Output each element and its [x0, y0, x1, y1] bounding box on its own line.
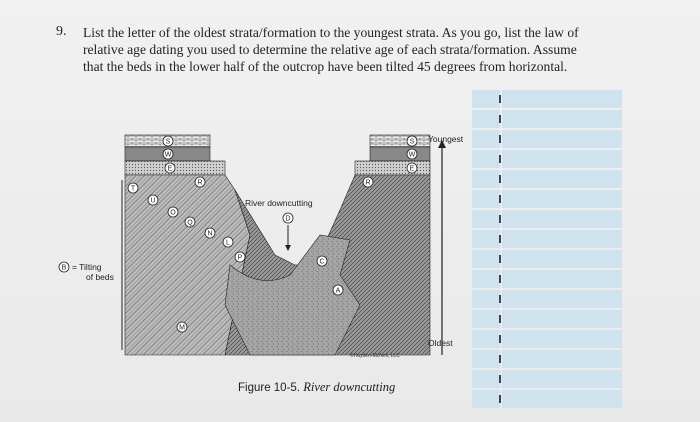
- row-divider: [499, 395, 501, 403]
- row-divider: [499, 375, 501, 383]
- figure-caption: [238, 380, 395, 395]
- circle-s-left: [163, 136, 173, 146]
- circle-r-left: [195, 177, 205, 187]
- svg-text:W: W: [164, 151, 172, 159]
- answer-letter-cell[interactable]: [472, 170, 500, 188]
- svg-text:E: E: [167, 165, 173, 173]
- answer-letter-cell[interactable]: [472, 310, 500, 328]
- answer-letter-cell[interactable]: [472, 90, 500, 108]
- caption-prefix: Figure 10-5.: [238, 382, 301, 394]
- circle-o: [168, 207, 178, 217]
- svg-text:A: A: [335, 287, 341, 295]
- youngest-label: Youngest: [428, 134, 464, 144]
- answer-law-cell[interactable]: [502, 150, 622, 168]
- answer-row[interactable]: [472, 210, 622, 228]
- svg-text:Q: Q: [187, 219, 193, 227]
- question-number: 9.: [56, 24, 67, 39]
- circle-p: [235, 252, 245, 262]
- circle-u: [148, 195, 158, 205]
- answer-letter-cell[interactable]: [472, 210, 500, 228]
- question-text: List the letter of the oldest strata/formation to the youngest strata. As you go, list the law of relative age dating you used to determine the relative age of each strata/formation. Assume that the beds in the lower half of the outcrop have been tilted 45 degrees from horizontal.: [83, 25, 579, 74]
- answer-row[interactable]: [472, 110, 622, 128]
- tilting-label-line2: of beds: [86, 272, 114, 282]
- circle-w-right: [407, 149, 417, 159]
- answer-letter-cell[interactable]: [472, 350, 500, 368]
- row-divider: [499, 235, 501, 243]
- row-divider: [499, 115, 501, 123]
- layer-e-right: [355, 161, 430, 175]
- circle-w-left: [163, 149, 173, 159]
- circle-t: [128, 183, 138, 193]
- svg-text:R: R: [365, 179, 371, 187]
- svg-text:O: O: [170, 209, 176, 217]
- svg-text:W: W: [408, 151, 416, 159]
- answer-row[interactable]: [472, 390, 622, 408]
- row-divider: [499, 355, 501, 363]
- row-divider: [499, 255, 501, 263]
- answer-letter-cell[interactable]: [472, 190, 500, 208]
- answer-letter-cell[interactable]: [472, 370, 500, 388]
- circle-m: [177, 322, 187, 332]
- answer-law-cell[interactable]: [502, 190, 622, 208]
- layer-w-right: [370, 147, 430, 161]
- svg-text:S: S: [165, 138, 171, 146]
- row-divider: [499, 175, 501, 183]
- answer-letter-cell[interactable]: [472, 250, 500, 268]
- layer-s-right: [370, 135, 430, 147]
- answer-law-cell[interactable]: [502, 330, 622, 348]
- circle-e-right: [407, 163, 417, 173]
- circle-a: [333, 285, 343, 295]
- answer-letter-cell[interactable]: [472, 130, 500, 148]
- caption-title: River downcutting: [303, 380, 396, 394]
- oldest-label: Oldest: [428, 338, 453, 348]
- answer-row[interactable]: [472, 230, 622, 248]
- answer-law-cell[interactable]: [502, 390, 622, 408]
- downcutting-figure: [50, 130, 470, 360]
- svg-text:U: U: [150, 197, 156, 205]
- row-divider: [499, 275, 501, 283]
- answer-row[interactable]: [472, 270, 622, 288]
- answer-row[interactable]: [472, 250, 622, 268]
- tilting-label-line1: = Tilting: [72, 262, 102, 272]
- answer-law-cell[interactable]: [502, 290, 622, 308]
- circle-s-right: [407, 136, 417, 146]
- svg-text:L: L: [226, 239, 230, 247]
- answer-law-cell[interactable]: [502, 250, 622, 268]
- row-divider: [499, 315, 501, 323]
- circle-e-left: [165, 163, 175, 173]
- svg-text:N: N: [207, 230, 213, 238]
- svg-text:S: S: [409, 138, 415, 146]
- copyright-label: ©Hayden-McNeil, LLC: [350, 353, 400, 359]
- answer-letter-cell[interactable]: [472, 150, 500, 168]
- circle-n: [205, 228, 215, 238]
- answer-law-cell[interactable]: [502, 370, 622, 388]
- answer-letter-cell[interactable]: [472, 290, 500, 308]
- svg-text:R: R: [197, 179, 203, 187]
- answer-row[interactable]: [472, 150, 622, 168]
- answer-row[interactable]: [472, 350, 622, 368]
- answer-law-cell[interactable]: [502, 110, 622, 128]
- answer-row[interactable]: [472, 370, 622, 388]
- circle-d: [283, 213, 293, 223]
- answer-letter-cell[interactable]: [472, 110, 500, 128]
- circle-c: [317, 256, 327, 266]
- tilting-key-letter: B: [61, 264, 67, 272]
- answer-row[interactable]: [472, 330, 622, 348]
- answer-row[interactable]: [472, 310, 622, 328]
- answer-law-cell[interactable]: [502, 130, 622, 148]
- svg-text:D: D: [285, 215, 291, 223]
- circle-q: [185, 217, 195, 227]
- svg-text:M: M: [179, 324, 185, 332]
- answer-law-cell[interactable]: [502, 350, 622, 368]
- answer-letter-cell[interactable]: [472, 270, 500, 288]
- answer-law-cell[interactable]: [502, 270, 622, 288]
- svg-text:T: T: [130, 185, 136, 193]
- answer-row[interactable]: [472, 90, 622, 108]
- answer-law-cell[interactable]: [502, 170, 622, 188]
- answer-row[interactable]: [472, 170, 622, 188]
- row-divider: [499, 135, 501, 143]
- svg-text:C: C: [319, 258, 325, 266]
- circle-l: [223, 237, 233, 247]
- answer-letter-cell[interactable]: [472, 390, 500, 408]
- river-downcutting-label: River downcutting: [245, 198, 313, 208]
- answer-row[interactable]: [472, 130, 622, 148]
- answer-law-cell[interactable]: [502, 310, 622, 328]
- row-divider: [499, 95, 501, 103]
- row-divider: [499, 155, 501, 163]
- circle-r-right: [363, 177, 373, 187]
- answer-row[interactable]: [472, 190, 622, 208]
- downcutting-arrow-head: [285, 245, 291, 251]
- svg-text:E: E: [409, 165, 415, 173]
- answer-law-cell[interactable]: [502, 210, 622, 228]
- answer-letter-cell[interactable]: [472, 330, 500, 348]
- answer-law-cell[interactable]: [502, 90, 622, 108]
- answer-law-cell[interactable]: [502, 230, 622, 248]
- row-divider: [499, 215, 501, 223]
- answer-row[interactable]: [472, 290, 622, 308]
- row-divider: [499, 335, 501, 343]
- row-divider: [499, 195, 501, 203]
- row-divider: [499, 295, 501, 303]
- answer-letter-cell[interactable]: [472, 230, 500, 248]
- svg-text:P: P: [237, 254, 243, 262]
